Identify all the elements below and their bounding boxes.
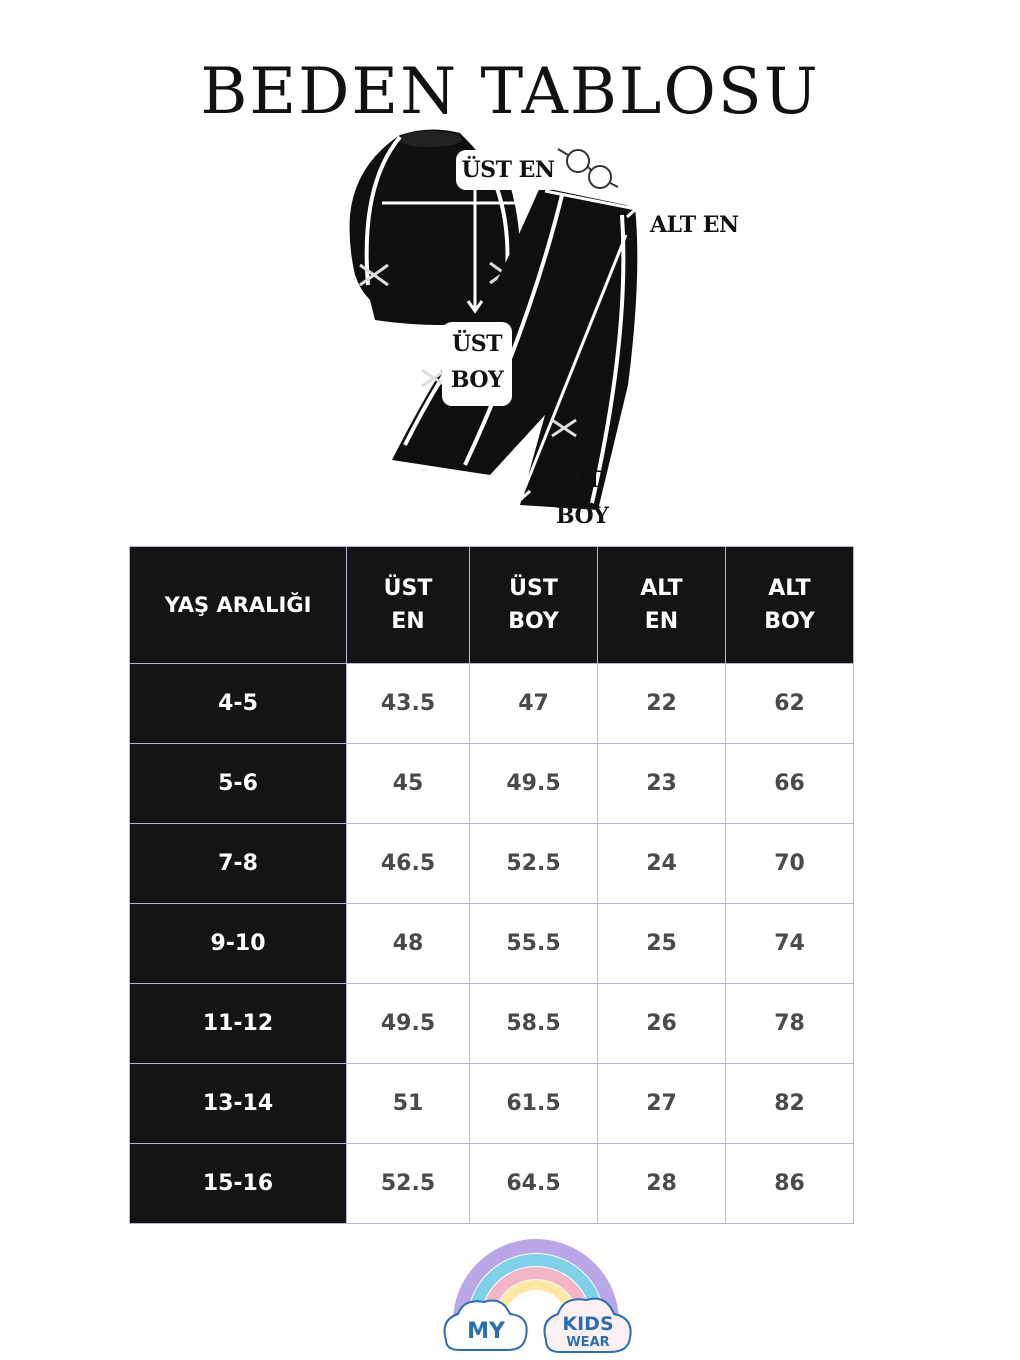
cell-age: 9-10 (130, 904, 347, 984)
cloud-right-icon (545, 1299, 631, 1352)
page-title: BEDEN TABLOSU (200, 55, 820, 129)
header-ust-en (347, 547, 470, 664)
cell-alt-boy: 62 (726, 664, 854, 744)
header-ust-boy (470, 547, 598, 664)
cell-ust-boy: 47 (470, 664, 598, 744)
table-row (130, 904, 854, 984)
cell-age: 5-6 (130, 744, 347, 824)
cell-ust-boy: 64.5 (470, 1144, 598, 1224)
label-alt-en: ALT EN (650, 212, 739, 238)
table-header-row (130, 547, 854, 664)
label-ust-boy-line1: ÜST (452, 331, 502, 357)
label-alt-boy (556, 462, 608, 534)
my-kids-wear-logo (438, 1230, 634, 1354)
header-label: EN (644, 609, 679, 634)
label-ust-boy (442, 322, 512, 406)
cell-alt-en: 25 (598, 904, 726, 984)
logo-text-wear: WEAR (566, 1335, 610, 1350)
cell-ust-en: 43.5 (347, 664, 470, 744)
table-row (130, 664, 854, 744)
cell-alt-boy: 66 (726, 744, 854, 824)
cell-ust-boy: 58.5 (470, 984, 598, 1064)
label-ust-boy-line2: BOY (450, 367, 504, 393)
cell-age: 13-14 (130, 1064, 347, 1144)
table-row (130, 824, 854, 904)
cell-ust-en: 48 (347, 904, 470, 984)
cell-ust-en: 51 (347, 1064, 470, 1144)
cell-ust-en: 46.5 (347, 824, 470, 904)
table-row (130, 1064, 854, 1144)
label-alt-boy-line2: BOY (556, 503, 609, 529)
cell-alt-boy: 78 (726, 984, 854, 1064)
cell-ust-en: 49.5 (347, 984, 470, 1064)
cell-alt-boy: 82 (726, 1064, 854, 1144)
cell-alt-en: 26 (598, 984, 726, 1064)
table-row (130, 744, 854, 824)
cell-alt-en: 27 (598, 1064, 726, 1144)
cell-alt-en: 28 (598, 1144, 726, 1224)
cell-alt-boy: 86 (726, 1144, 854, 1224)
cell-age: 15-16 (130, 1144, 347, 1224)
header-label: ALT (640, 576, 683, 601)
cell-ust-boy: 49.5 (470, 744, 598, 824)
cell-alt-en: 23 (598, 744, 726, 824)
logo-text-kids: KIDS (562, 1313, 614, 1335)
cell-age: 11-12 (130, 984, 347, 1064)
header-alt-en (598, 547, 726, 664)
label-ust-en: ÜST EN (456, 150, 560, 190)
cell-age: 4-5 (130, 664, 347, 744)
cell-ust-boy: 55.5 (470, 904, 598, 984)
table-row (130, 1144, 854, 1224)
header-label: EN (391, 609, 425, 634)
header-label: ÜST (383, 576, 433, 601)
header-label: BOY (764, 609, 815, 634)
glasses-icon (558, 149, 618, 188)
sweatshirt-collar (398, 131, 462, 147)
cell-alt-boy: 74 (726, 904, 854, 984)
cell-alt-en: 22 (598, 664, 726, 744)
cell-ust-boy: 61.5 (470, 1064, 598, 1144)
header-yas-araligi (130, 547, 347, 664)
cell-alt-boy: 70 (726, 824, 854, 904)
cell-ust-en: 45 (347, 744, 470, 824)
cell-ust-en: 52.5 (347, 1144, 470, 1224)
header-label: ÜST (509, 576, 558, 601)
cell-ust-boy: 52.5 (470, 824, 598, 904)
table-row (130, 984, 854, 1064)
logo-text-my: MY (467, 1319, 505, 1344)
size-table (129, 546, 854, 1224)
label-alt-boy-line1: ALT (556, 467, 602, 493)
header-label: YAŞ ARALIĞI (164, 592, 312, 617)
cell-age: 7-8 (130, 824, 347, 904)
header-label: ALT (768, 576, 811, 601)
cell-alt-en: 24 (598, 824, 726, 904)
header-label: BOY (508, 609, 559, 634)
header-alt-boy (726, 547, 854, 664)
